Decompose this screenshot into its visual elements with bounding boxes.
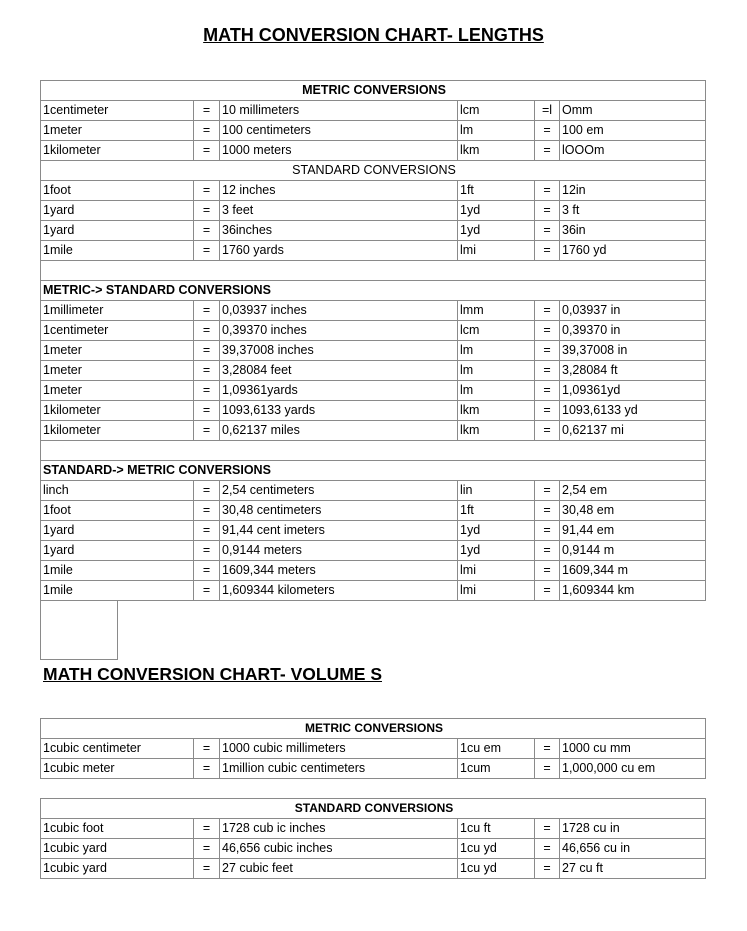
- abbr-cell: 1cum: [458, 759, 535, 779]
- abbr-cell: 1cu em: [458, 739, 535, 759]
- equals-cell: =: [535, 181, 560, 201]
- table-row: [41, 501, 706, 521]
- abbr-value-cell: 1760 yd: [560, 241, 706, 261]
- unit-cell: 1millimeter: [41, 301, 194, 321]
- table-row: [41, 561, 706, 581]
- unit-cell: 1meter: [41, 381, 194, 401]
- table-row: [41, 321, 706, 341]
- equals-cell: =: [194, 381, 220, 401]
- equals-cell: =: [194, 141, 220, 161]
- value-cell: 1728 cub ic inches: [220, 819, 458, 839]
- value-cell: 1609,344 meters: [220, 561, 458, 581]
- lengths-table-body: [41, 81, 706, 601]
- value-cell: 1093,6133 yards: [220, 401, 458, 421]
- abbr-value-cell: 3 ft: [560, 201, 706, 221]
- equals-cell: =: [535, 241, 560, 261]
- table-row: [41, 101, 706, 121]
- equals-cell: =: [535, 859, 560, 879]
- table-row: [41, 739, 706, 759]
- empty-box: [40, 600, 118, 660]
- equals-cell: =: [535, 321, 560, 341]
- abbr-cell: lcm: [458, 321, 535, 341]
- equals-cell: =: [535, 819, 560, 839]
- table-row: [41, 759, 706, 779]
- abbr-value-cell: 36in: [560, 221, 706, 241]
- abbr-cell: lmi: [458, 561, 535, 581]
- value-cell: 3 feet: [220, 201, 458, 221]
- abbr-value-cell: 39,37008 in: [560, 341, 706, 361]
- abbr-cell: 1ft: [458, 501, 535, 521]
- equals-cell: =: [194, 121, 220, 141]
- unit-cell: linch: [41, 481, 194, 501]
- equals-cell: =: [535, 541, 560, 561]
- value-cell: 0,9144 meters: [220, 541, 458, 561]
- abbr-value-cell: 27 cu ft: [560, 859, 706, 879]
- abbr-value-cell: 0,9144 m: [560, 541, 706, 561]
- table-row: [41, 141, 706, 161]
- equals-cell: =: [194, 739, 220, 759]
- equals-cell: =: [535, 481, 560, 501]
- volume-standard-header-row: [41, 799, 706, 819]
- equals-cell: =: [535, 521, 560, 541]
- value-cell: 2,54 centimeters: [220, 481, 458, 501]
- abbr-cell: lm: [458, 361, 535, 381]
- table-row: [41, 301, 706, 321]
- value-cell: 1760 yards: [220, 241, 458, 261]
- abbr-value-cell: Omm: [560, 101, 706, 121]
- unit-cell: 1mile: [41, 241, 194, 261]
- abbr-cell: lm: [458, 381, 535, 401]
- lengths-table: [40, 80, 706, 601]
- value-cell: 100 centimeters: [220, 121, 458, 141]
- abbr-value-cell: 0,39370 in: [560, 321, 706, 341]
- standard-header-row: [41, 161, 706, 181]
- equals-cell: =: [194, 101, 220, 121]
- standard-conversions-header: STANDARD CONVERSIONS: [41, 161, 706, 181]
- table-row: [41, 859, 706, 879]
- equals-cell: =l: [535, 101, 560, 121]
- volume-metric-body: [41, 719, 706, 779]
- equals-cell: =: [194, 301, 220, 321]
- equals-cell: =: [535, 381, 560, 401]
- value-cell: 27 cubic feet: [220, 859, 458, 879]
- unit-cell: 1cubic yard: [41, 839, 194, 859]
- equals-cell: =: [194, 401, 220, 421]
- abbr-cell: lmi: [458, 581, 535, 601]
- abbr-value-cell: 1,000,000 cu em: [560, 759, 706, 779]
- value-cell: 12 inches: [220, 181, 458, 201]
- abbr-value-cell: 1609,344 m: [560, 561, 706, 581]
- table-row: [41, 221, 706, 241]
- value-cell: 1million cubic centimeters: [220, 759, 458, 779]
- equals-cell: =: [535, 341, 560, 361]
- metric-to-standard-header: METRIC-> STANDARD CONVERSIONS: [41, 281, 706, 301]
- equals-cell: =: [535, 301, 560, 321]
- table-row: [41, 541, 706, 561]
- abbr-cell: lm: [458, 121, 535, 141]
- value-cell: 10 millimeters: [220, 101, 458, 121]
- value-cell: 91,44 cent imeters: [220, 521, 458, 541]
- table-row: [41, 521, 706, 541]
- unit-cell: 1cubic yard: [41, 859, 194, 879]
- abbr-cell: 1cu ft: [458, 819, 535, 839]
- table-row: [41, 819, 706, 839]
- table-row: [41, 341, 706, 361]
- value-cell: 46,656 cubic inches: [220, 839, 458, 859]
- spacer-row: [41, 441, 706, 461]
- page-title-lengths: MATH CONVERSION CHART- LENGTHS: [203, 25, 544, 45]
- abbr-value-cell: 100 em: [560, 121, 706, 141]
- s2m-header-row: [41, 461, 706, 481]
- unit-cell: 1yard: [41, 541, 194, 561]
- equals-cell: =: [194, 221, 220, 241]
- table-row: [41, 481, 706, 501]
- equals-cell: =: [194, 501, 220, 521]
- standard-to-metric-header: STANDARD-> METRIC CONVERSIONS: [41, 461, 706, 481]
- value-cell: 1000 meters: [220, 141, 458, 161]
- abbr-cell: lm: [458, 341, 535, 361]
- equals-cell: =: [535, 201, 560, 221]
- unit-cell: 1mile: [41, 581, 194, 601]
- table-row: [41, 181, 706, 201]
- equals-cell: =: [194, 421, 220, 441]
- equals-cell: =: [535, 361, 560, 381]
- unit-cell: 1yard: [41, 521, 194, 541]
- unit-cell: 1yard: [41, 221, 194, 241]
- value-cell: 0,39370 inches: [220, 321, 458, 341]
- abbr-value-cell: 3,28084 ft: [560, 361, 706, 381]
- abbr-value-cell: 1,609344 km: [560, 581, 706, 601]
- abbr-cell: 1cu yd: [458, 859, 535, 879]
- unit-cell: 1meter: [41, 361, 194, 381]
- unit-cell: 1mile: [41, 561, 194, 581]
- volume-standard-table: [40, 798, 706, 879]
- abbr-value-cell: 0,03937 in: [560, 301, 706, 321]
- equals-cell: =: [535, 121, 560, 141]
- unit-cell: 1cubic meter: [41, 759, 194, 779]
- value-cell: 1,609344 kilometers: [220, 581, 458, 601]
- table-row: [41, 381, 706, 401]
- table-row: [41, 201, 706, 221]
- equals-cell: =: [194, 541, 220, 561]
- abbr-value-cell: 91,44 em: [560, 521, 706, 541]
- equals-cell: =: [535, 141, 560, 161]
- page-title-volumes: MATH CONVERSION CHART- VOLUME S: [43, 664, 382, 684]
- abbr-value-cell: 12in: [560, 181, 706, 201]
- m2s-header-row: [41, 281, 706, 301]
- abbr-value-cell: 2,54 em: [560, 481, 706, 501]
- value-cell: 0,62137 miles: [220, 421, 458, 441]
- unit-cell: 1meter: [41, 341, 194, 361]
- abbr-cell: lkm: [458, 401, 535, 421]
- unit-cell: 1cubic foot: [41, 819, 194, 839]
- abbr-cell: lmm: [458, 301, 535, 321]
- table-row: [41, 421, 706, 441]
- volume-metric-header-row: [41, 719, 706, 739]
- abbr-value-cell: 30,48 em: [560, 501, 706, 521]
- abbr-cell: lmi: [458, 241, 535, 261]
- abbr-cell: lin: [458, 481, 535, 501]
- value-cell: 0,03937 inches: [220, 301, 458, 321]
- equals-cell: =: [535, 501, 560, 521]
- abbr-cell: lkm: [458, 421, 535, 441]
- unit-cell: 1yard: [41, 201, 194, 221]
- equals-cell: =: [194, 521, 220, 541]
- abbr-cell: 1ft: [458, 181, 535, 201]
- volume-standard-body: [41, 799, 706, 879]
- abbr-value-cell: 1728 cu in: [560, 819, 706, 839]
- unit-cell: 1foot: [41, 181, 194, 201]
- metric-conversions-header: METRIC CONVERSIONS: [41, 81, 706, 101]
- equals-cell: =: [535, 421, 560, 441]
- abbr-value-cell: lOOOm: [560, 141, 706, 161]
- value-cell: 30,48 centimeters: [220, 501, 458, 521]
- spacer-cell: [41, 261, 706, 281]
- equals-cell: =: [535, 739, 560, 759]
- equals-cell: =: [194, 819, 220, 839]
- equals-cell: =: [194, 481, 220, 501]
- equals-cell: =: [194, 759, 220, 779]
- abbr-cell: 1yd: [458, 541, 535, 561]
- abbr-value-cell: 1000 cu mm: [560, 739, 706, 759]
- abbr-cell: lcm: [458, 101, 535, 121]
- unit-cell: 1centimeter: [41, 321, 194, 341]
- volume-metric-header: METRIC CONVERSIONS: [41, 719, 706, 739]
- unit-cell: 1meter: [41, 121, 194, 141]
- abbr-value-cell: 1093,6133 yd: [560, 401, 706, 421]
- equals-cell: =: [535, 221, 560, 241]
- unit-cell: 1kilometer: [41, 141, 194, 161]
- equals-cell: =: [194, 361, 220, 381]
- equals-cell: =: [535, 759, 560, 779]
- table-row: [41, 241, 706, 261]
- abbr-value-cell: 1,09361yd: [560, 381, 706, 401]
- value-cell: 36inches: [220, 221, 458, 241]
- unit-cell: 1centimeter: [41, 101, 194, 121]
- abbr-cell: 1cu yd: [458, 839, 535, 859]
- volume-metric-table: [40, 718, 706, 779]
- abbr-cell: lkm: [458, 141, 535, 161]
- spacer-row: [41, 261, 706, 281]
- abbr-cell: 1yd: [458, 521, 535, 541]
- abbr-cell: 1yd: [458, 221, 535, 241]
- table-row: [41, 401, 706, 421]
- equals-cell: =: [194, 321, 220, 341]
- abbr-cell: 1yd: [458, 201, 535, 221]
- equals-cell: =: [194, 241, 220, 261]
- equals-cell: =: [194, 341, 220, 361]
- equals-cell: =: [535, 561, 560, 581]
- unit-cell: 1kilometer: [41, 421, 194, 441]
- equals-cell: =: [194, 581, 220, 601]
- volume-standard-header: STANDARD CONVERSIONS: [41, 799, 706, 819]
- equals-cell: =: [194, 201, 220, 221]
- unit-cell: 1cubic centimeter: [41, 739, 194, 759]
- equals-cell: =: [194, 859, 220, 879]
- equals-cell: =: [194, 181, 220, 201]
- table-row: [41, 121, 706, 141]
- spacer-cell: [41, 441, 706, 461]
- table-row: [41, 839, 706, 859]
- equals-cell: =: [535, 581, 560, 601]
- equals-cell: =: [535, 401, 560, 421]
- unit-cell: 1foot: [41, 501, 194, 521]
- unit-cell: 1kilometer: [41, 401, 194, 421]
- value-cell: 1000 cubic millimeters: [220, 739, 458, 759]
- equals-cell: =: [194, 839, 220, 859]
- equals-cell: =: [194, 561, 220, 581]
- table-row: [41, 581, 706, 601]
- value-cell: 3,28084 feet: [220, 361, 458, 381]
- value-cell: 39,37008 inches: [220, 341, 458, 361]
- value-cell: 1,09361yards: [220, 381, 458, 401]
- abbr-value-cell: 46,656 cu in: [560, 839, 706, 859]
- table-row: [41, 361, 706, 381]
- abbr-value-cell: 0,62137 mi: [560, 421, 706, 441]
- equals-cell: =: [535, 839, 560, 859]
- metric-header-row: [41, 81, 706, 101]
